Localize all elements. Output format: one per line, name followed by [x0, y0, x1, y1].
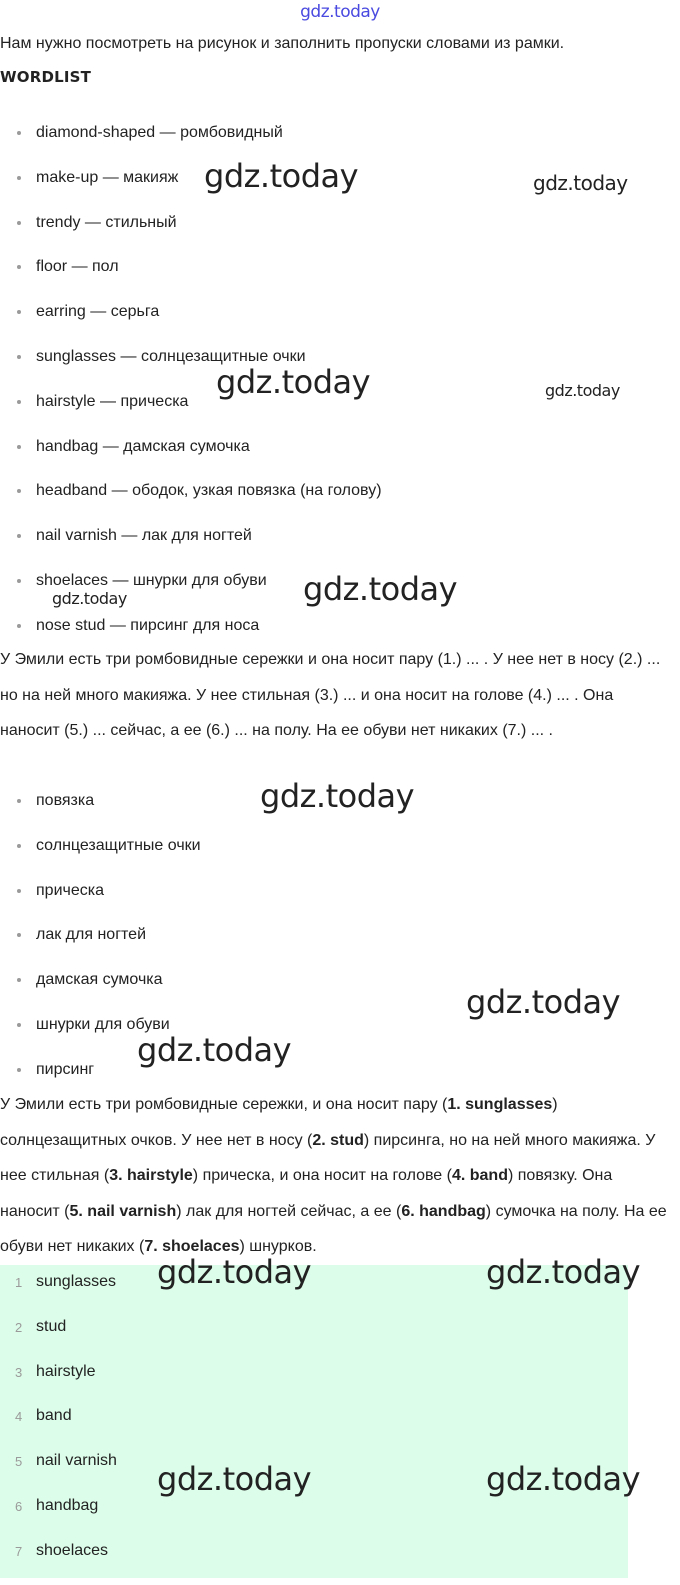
watermark: gdz.today — [303, 570, 458, 608]
task-text: У Эмили есть три ромбовидные сережки и она носит пару (1.) ... . У нее нет в носу (2.) ... но на ней много макияжа. У нее стильная (3.) ... и она носит на голове (4.) ... . Она наносит (5.) ... сейчас, а ее (6.) ... на полу. На ее обуви нет никаких (7.) ... . — [0, 651, 661, 739]
bullet-icon — [17, 221, 21, 225]
answer-item — [0, 1495, 628, 1540]
option-item — [0, 790, 680, 835]
bullet-icon — [17, 1068, 21, 1072]
answer-item — [0, 1271, 628, 1316]
options-list — [0, 790, 680, 1104]
wordlist-item-text: headband — ободок, узкая повязка (на голову) — [36, 482, 382, 500]
answer-highlight: 7. shoelaces — [144, 1238, 240, 1255]
answer-text-segment: ) лак для ногтей сейчас, а ее ( — [176, 1202, 402, 1220]
watermark: gdz.today — [137, 1031, 292, 1069]
bullet-icon — [17, 355, 21, 359]
answer-item — [0, 1450, 628, 1495]
answer-text-segment: ) повязку. Она наносит ( — [0, 1167, 613, 1220]
watermark: gdz.today — [486, 1460, 641, 1498]
answer-number: 6 — [15, 1498, 23, 1514]
wordlist-item — [0, 570, 680, 615]
watermark: gdz.today — [545, 381, 620, 400]
wordlist-item-text: nail varnish — лак для ногтей — [36, 527, 252, 545]
bullet-icon — [17, 624, 21, 628]
wordlist-item — [0, 525, 680, 570]
answer-number: 3 — [15, 1364, 23, 1380]
bullet-icon — [17, 844, 21, 848]
watermark: gdz.today — [260, 777, 415, 815]
watermark: gdz.today — [204, 157, 359, 195]
option-item-text: пирсинг — [36, 1060, 95, 1078]
option-item — [0, 1014, 680, 1059]
answer-text-segment: ) шнурков. — [239, 1238, 317, 1255]
bullet-icon — [17, 1023, 21, 1027]
wordlist-item — [0, 391, 680, 436]
answer-item-text: hairstyle — [36, 1362, 96, 1380]
wordlist-item — [0, 212, 680, 257]
bullet-icon — [17, 131, 21, 135]
bullet-icon — [17, 579, 21, 583]
bullet-icon — [17, 400, 21, 404]
answer-highlight: 3. hairstyle — [109, 1167, 193, 1184]
option-item — [0, 969, 680, 1014]
answer-number: 4 — [15, 1409, 23, 1425]
answer-number: 7 — [15, 1543, 23, 1559]
option-item-text: дамская сумочка — [36, 971, 163, 989]
wordlist-item — [0, 256, 680, 301]
wordlist — [0, 122, 680, 660]
answer-number: 2 — [15, 1319, 23, 1335]
bullet-icon — [17, 265, 21, 269]
answer-highlight: 4. band — [451, 1167, 508, 1184]
watermark: gdz.today — [216, 363, 371, 401]
wordlist-item-text: make-up — макияж — [36, 168, 179, 186]
option-item-text: повязка — [36, 792, 95, 809]
option-item-text: шнурки для обуви — [36, 1015, 170, 1033]
answer-number: 5 — [15, 1454, 23, 1470]
wordlist-item — [0, 301, 680, 346]
answer-item-text: stud — [36, 1317, 67, 1335]
watermark: gdz.today — [533, 171, 628, 195]
answers-list — [0, 1271, 628, 1585]
wordlist-item-text: sunglasses — солнцезащитные очки — [36, 347, 306, 365]
answer-item — [0, 1316, 628, 1361]
answer-text-segment: У Эмили есть три ромбовидные сережки, и она носит пару ( — [0, 1096, 448, 1113]
answer-highlight: 6. handbag — [401, 1202, 486, 1220]
wordlist-item-text: earring — серьга — [36, 303, 160, 321]
option-item-text: прическа — [36, 881, 104, 899]
bullet-icon — [17, 176, 21, 180]
wordlist-item — [0, 122, 680, 167]
answer-number: 1 — [15, 1275, 23, 1290]
bullet-icon — [17, 978, 21, 982]
bullet-icon — [17, 445, 21, 449]
answer-item — [0, 1405, 628, 1450]
site-logo[interactable]: gdz.today — [300, 2, 380, 22]
wordlist-item-text: handbag — дамская сумочка — [36, 437, 250, 455]
answer-text-segment: ) пирсинга, но на ней много макияжа. У нее стильная ( — [0, 1131, 656, 1184]
wordlist-item-text: diamond-shaped — ромбовидный — [36, 124, 283, 141]
answer-text — [0, 1087, 674, 1265]
bullet-icon — [17, 933, 21, 937]
option-item-text: лак для ногтей — [36, 926, 147, 944]
watermark: gdz.today — [486, 1253, 641, 1291]
option-item-text: солнцезащитные очки — [36, 836, 201, 854]
wordlist-item-text: nose stud — пирсинг для носа — [36, 616, 260, 634]
answer-highlight: 2. stud — [312, 1131, 364, 1149]
answer-text-segment: ) солнцезащитных очков. У нее нет в носу ( — [0, 1096, 558, 1149]
answer-item-text: nail varnish — [36, 1452, 117, 1470]
wordlist-item-text: shoelaces — шнурки для обуви — [36, 571, 267, 589]
wordlist-item — [0, 480, 680, 525]
watermark: gdz.today — [157, 1460, 312, 1498]
bullet-icon — [17, 489, 21, 493]
bullet-icon — [17, 889, 21, 893]
answer-item-text: shoelaces — [36, 1541, 109, 1559]
answer-text-segment: ) сумочка на полу. На ее обуви нет никаких ( — [0, 1202, 667, 1255]
wordlist-item — [0, 346, 680, 391]
answer-item-text: band — [36, 1407, 72, 1425]
bullet-icon — [17, 534, 21, 538]
wordlist-item — [0, 167, 680, 212]
bullet-icon — [17, 310, 21, 314]
wordlist-heading: WORDLIST — [0, 68, 92, 86]
answer-highlight: 1. sunglasses — [447, 1096, 553, 1113]
answer-item-text: handbag — [36, 1496, 99, 1514]
option-item — [0, 880, 680, 925]
option-item — [0, 835, 680, 880]
option-item — [0, 924, 680, 969]
watermark: gdz.today — [157, 1253, 312, 1291]
answer-item — [0, 1361, 628, 1406]
answer-text-segment: ) прическа, и она носит на голове ( — [192, 1167, 452, 1184]
watermark: gdz.today — [466, 983, 621, 1021]
intro-text: Нам нужно посмотреть на рисунок и заполнить пропуски словами из рамки. — [0, 35, 565, 52]
watermark: gdz.today — [52, 589, 127, 608]
wordlist-item-text: floor — пол — [36, 258, 119, 276]
bullet-icon — [17, 799, 21, 803]
answer-item-text: sunglasses — [36, 1273, 117, 1290]
wordlist-item-text: trendy — стильный — [36, 213, 177, 231]
wordlist-item — [0, 436, 680, 481]
answer-highlight: 5. nail varnish — [69, 1202, 177, 1220]
wordlist-item-text: hairstyle — прическа — [36, 392, 189, 410]
